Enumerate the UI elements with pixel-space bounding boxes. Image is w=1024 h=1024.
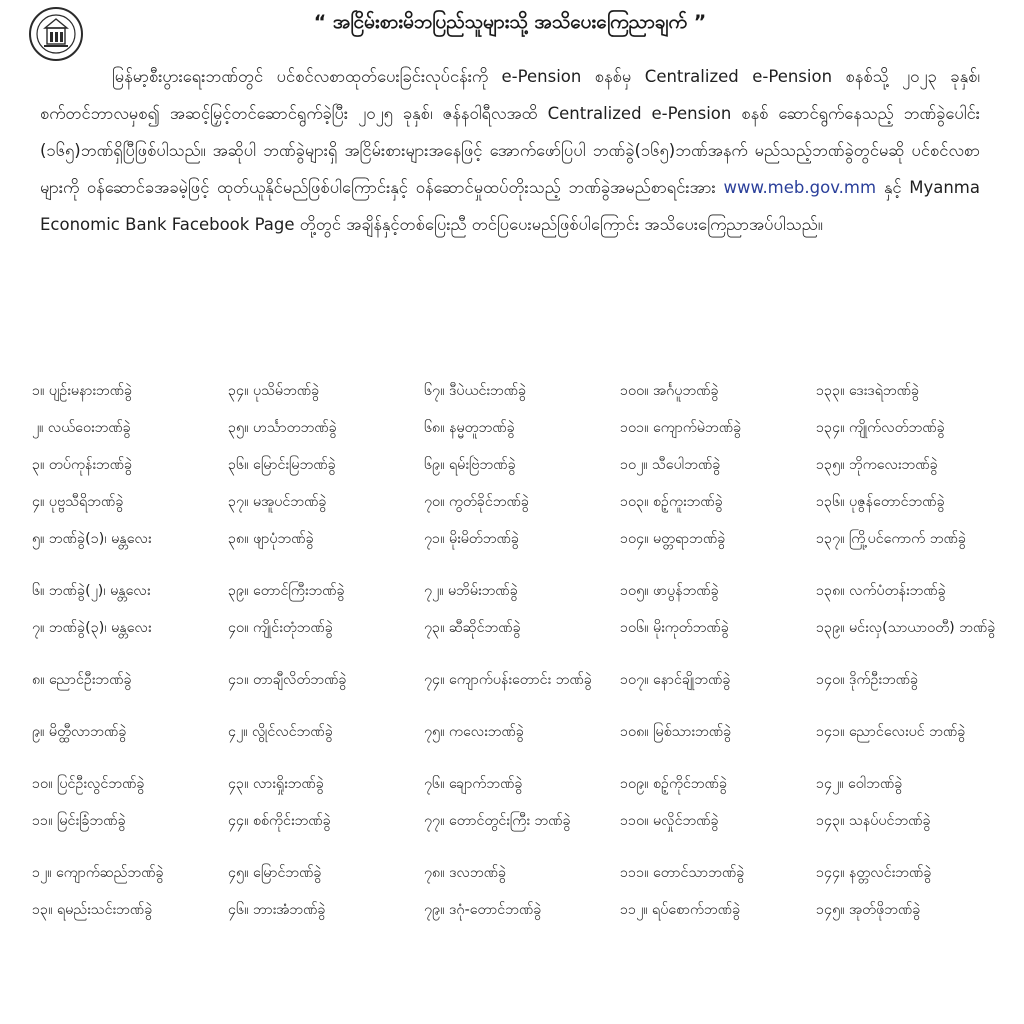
branch-list-item: ၄၆။ ဘားအံဘဏ်ခွဲ [228,902,326,918]
branch-list-item: ၃၈။ ဖျာပုံဘဏ်ခွဲ [228,531,314,547]
branch-list-item: ၁၁၁။ တောင်သာဘဏ်ခွဲ [620,865,745,881]
branch-list-item: ၇၀။ ကွတ်ခိုင်ဘဏ်ခွဲ [424,494,530,510]
branch-list-item: ၁၀၃။ စဥ့်ကူးဘဏ်ခွဲ [620,494,723,510]
branch-list-item: ၇၉။ ဒဂုံ-တောင်ဘဏ်ခွဲ [424,902,542,918]
branch-list-item: ၄၂။ လွိုင်လင်ဘဏ်ခွဲ [228,724,333,740]
intro-text-part2: နှင့် Myanma Economic Bank Facebook Page တို့တွင် အချိန်နှင့်တစ်ပြေးညီ တင်ပြပေးမည်ဖြစ်ပါကြောင်း အသိပေးကြေညာအပ်ပါသည်။ [40,178,980,234]
branch-list-item: ၁၂။ ကျောက်ဆည်ဘဏ်ခွဲ [32,865,164,881]
bank-logo-icon [28,6,84,62]
branch-list-item: ၃၅။ ဟင်္သာတဘဏ်ခွဲ [228,420,337,436]
branch-list-item: ၃၉။ တောင်ကြီးဘဏ်ခွဲ [228,583,345,599]
branch-list-item: ၃၆။ မြောင်းမြဘဏ်ခွဲ [228,457,336,473]
branch-list-item: ၄၁။ တာချီလိတ်ဘဏ်ခွဲ [228,672,347,688]
branch-list-item: ၁၄၁။ ညောင်လေးပင် ဘဏ်ခွဲ [816,724,966,740]
branch-list-item: ၁၃၉။ မင်းလှ(သာယာဝတီ) ဘဏ်ခွဲ [816,620,996,636]
branch-list-item: ၄၄။ စစ်ကိုင်းဘဏ်ခွဲ [228,813,331,829]
branch-list [32,380,1012,1020]
branch-list-item: ၁၃။ ရမည်းသင်းဘဏ်ခွဲ [32,902,153,918]
branch-list-item: ၆၈။ နမ္မတူဘဏ်ခွဲ [424,420,515,436]
branch-list-item: ၅။ ဘဏ်ခွဲ(၁)၊ မန္တလေး [32,531,152,547]
branch-list-item: ၇၅။ ကလေးဘဏ်ခွဲ [424,724,524,740]
branch-list-item: ၁၄၀။ ဒိုက်ဦးဘဏ်ခွဲ [816,672,919,688]
branch-list-item: ၁။ ပျဉ်းမနားဘဏ်ခွဲ [32,383,133,399]
branch-list-item: ၇၄။ ကျောက်ပန်းတောင်း ဘဏ်ခွဲ [424,672,592,688]
branch-list-item: ၁၁၂။ ရပ်စောက်ဘဏ်ခွဲ [620,902,741,918]
branch-list-item: ၄၅။ မြောင်ဘဏ်ခွဲ [228,865,322,881]
branch-list-item: ၁၁။ မြင်းခြံဘဏ်ခွဲ [32,813,126,829]
branch-list-item: ၇၁။ မိုးမိတ်ဘဏ်ခွဲ [424,531,520,547]
branch-list-item: ၉။ မိတ္ထီလာဘဏ်ခွဲ [32,724,127,740]
branch-list-item: ၃။ တပ်ကုန်းဘဏ်ခွဲ [32,457,133,473]
branch-list-item: ၁၄၄။ နတ္တလင်းဘဏ်ခွဲ [816,865,932,881]
branch-list-item: ၁၀၅။ ဖာပွန်ဘဏ်ခွဲ [620,583,719,599]
branch-list-item: ၁၃၆။ ပုဇွန်တောင်ဘဏ်ခွဲ [816,494,945,510]
intro-text-part1: မြန်မာ့စီးပွားရေးဘဏ်တွင် ပင်စင်လစာထုတ်ပေးခြင်းလုပ်ငန်းကို e-Pension စနစ်မှ Centralized e-Pension စနစ်သို့ ၂၀၂၃ ခုနှစ်၊ စက်တင်ဘာလမှစ၍ အဆင့်မြှင့်တင်ဆောင်ရွက်ခဲ့ပြီး ၂၀၂၅ ခုနှစ်၊ ဇန်နဝါရီလအထိ Centralized e-Pension စနစ် ဆောင်ရွက်နေသည့် ဘဏ်ခွဲပေါင်း (၁၆၅)ဘဏ်ရှိပြီဖြစ်ပါသည်။ အဆိုပါ ဘဏ်ခွဲများရှိ အငြိမ်းစားများအနေဖြင့် အောက်ဖော်ပြပါ ဘဏ်ခွဲ(၁၆၅)ဘဏ်အနက် မည်သည့်ဘဏ်ခွဲတွင်မဆို ပင်စင်လစာများကို ဝန်ဆောင်ခအခမဲ့ဖြင့် ထုတ်ယူနိုင်မည်ဖြစ်ပါကြောင်းနှင့် ဝန်ဆောင်မှုထပ်တိုးသည့် ဘဏ်ခွဲအမည်စာရင်းအား [40,67,980,197]
branch-list-item: ၄၃။ လားရှိုးဘဏ်ခွဲ [228,776,324,792]
branch-list-item: ၄။ ပုဗ္ဗသီရိဘဏ်ခွဲ [32,494,124,510]
branch-list-item: ၁၀။ ပြင်ဦးလွင်ဘဏ်ခွဲ [32,776,145,792]
branch-list-item: ၃၄။ ပုသိမ်ဘဏ်ခွဲ [228,383,320,399]
branch-list-item: ၆၇။ ဒီပဲယင်းဘဏ်ခွဲ [424,383,527,399]
branch-list-item: ၁၁၀။ မလှိုင်ဘဏ်ခွဲ [620,813,719,829]
branch-list-item: ၈။ ညောင်ဦးဘဏ်ခွဲ [32,672,132,688]
branch-list-item: ၁၄၃။ သနပ်ပင်ဘဏ်ခွဲ [816,813,931,829]
branch-list-item: ၁၄၂။ ဝေါဘဏ်ခွဲ [816,776,903,792]
branch-list-item: ၇၈။ ဒလဘဏ်ခွဲ [424,865,507,881]
branch-list-item: ၇၇။ တောင်တွင်းကြီး ဘဏ်ခွဲ [424,813,571,829]
branch-list-item: ၆၉။ ရမ်းဗြဲဘဏ်ခွဲ [424,457,516,473]
branch-list-item: ၁၀၁။ ကျောက်မဲဘဏ်ခွဲ [620,420,742,436]
branch-list-item: ၇။ ဘဏ်ခွဲ(၃)၊ မန္တလေး [32,620,152,636]
branch-list-item: ၁၃၈။ လက်ပံတန်းဘဏ်ခွဲ [816,583,946,599]
branch-list-item: ၁၀၇။ နောင်ချိုဘဏ်ခွဲ [620,672,731,688]
branch-list-item: ၁၃၃။ ဒေးဒရဲဘဏ်ခွဲ [816,383,920,399]
branch-list-item: ၁၀၀။ အင်္ဂပူဘဏ်ခွဲ [620,383,719,399]
branch-list-item: ၁၀၂။ သီပေါဘဏ်ခွဲ [620,457,721,473]
branch-list-item: ၁၀၉။ စဥ့်ကိုင်ဘဏ်ခွဲ [620,776,728,792]
intro-paragraph [40,58,980,243]
branch-list-item: ၁၀၈။ မြစ်သားဘဏ်ခွဲ [620,724,732,740]
branch-list-item: ၇၆။ ချောက်ဘဏ်ခွဲ [424,776,523,792]
branch-list-item: ၇၃။ ဆီဆိုင်ဘဏ်ခွဲ [424,620,521,636]
branch-list-item: ၁၀၄။ မတ္တရာဘဏ်ခွဲ [620,531,726,547]
branch-list-item: ၆။ ဘဏ်ခွဲ(၂)၊ မန္တလေး [32,583,151,599]
branch-list-item: ၁၃၄။ ကျိုက်လတ်ဘဏ်ခွဲ [816,420,945,436]
branch-list-item: ၁၃၇။ ကြို့ပင်ကောက် ဘဏ်ခွဲ [816,531,967,547]
branch-list-item: ၁၃၅။ ဘိုကလေးဘဏ်ခွဲ [816,457,938,473]
branch-list-item: ၇၂။ မဘိမ်းဘဏ်ခွဲ [424,583,518,599]
page-title: “ အငြိမ်းစားမိဘပြည်သူများသို့ အသိပေးကြေညာချက် ” [313,11,707,33]
branch-list-item: ၁၄၅။ အုတ်ဖိုဘဏ်ခွဲ [816,902,921,918]
branch-list-item: ၂။ လယ်ဝေးဘဏ်ခွဲ [32,420,131,436]
branch-list-item: ၄၀။ ကျိုင်းတုံဘဏ်ခွဲ [228,620,333,636]
branch-list-item: ၃၇။ မအူပင်ဘဏ်ခွဲ [228,494,327,510]
branch-list-item: ၁၀၆။ မိုးကုတ်ဘဏ်ခွဲ [620,620,729,636]
website-link[interactable]: www.meb.gov.mm [723,178,877,197]
